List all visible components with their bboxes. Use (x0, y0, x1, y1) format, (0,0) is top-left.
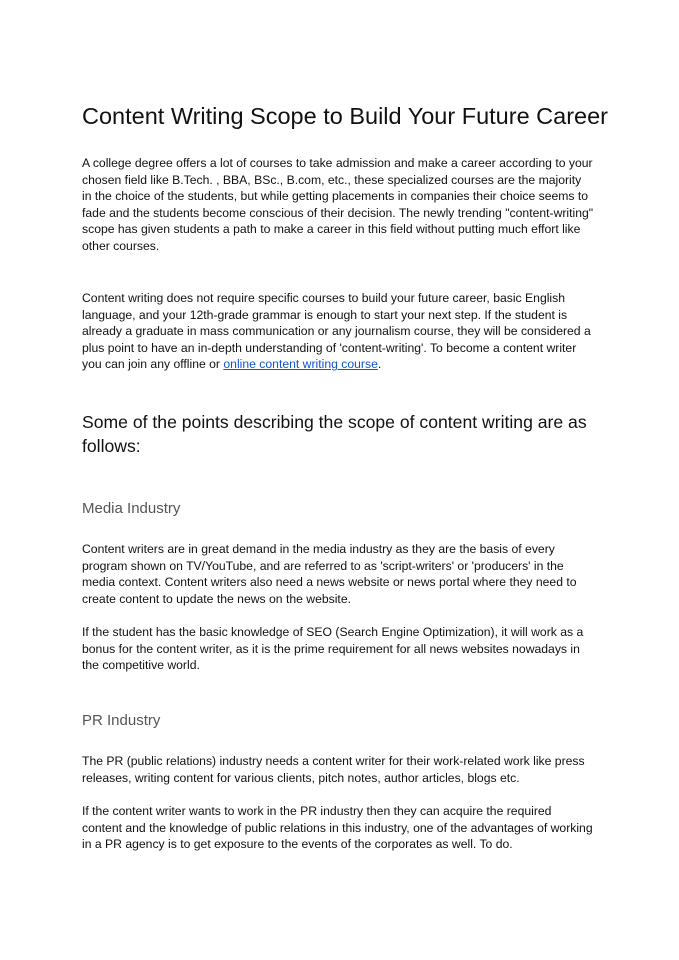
intro-paragraph: A college degree offers a lot of courses to take admission and make a career according to your chosen field like B.Tech. , BBA, BSc., B.com, etc., these specialized courses are the majority in the choice of the students, but while getting placements in companies their choice seems to fade and the students become conscious of their decision. The newly trending "content-writing" scope has given students a path to make a career in this field without putting much effort like other courses. (82, 156, 594, 253)
online-course-link[interactable]: online content writing course (223, 357, 378, 372)
pr-paragraph-2: If the content writer wants to work in the PR industry then they can acquire the required content and the knowledge of public relations in this industry, one of the advantages of working in a PR agency is to get exposure to the events of the corporates as well. To do. (82, 804, 593, 852)
second-paragraph (82, 290, 594, 373)
section-heading-media: Media Industry (82, 500, 181, 517)
section-heading-pr: PR Industry (82, 712, 161, 729)
points-heading: Some of the points describing the scope of content writing are as follows: (82, 412, 587, 456)
page-title: Content Writing Scope to Build Your Future Career (82, 103, 608, 129)
media-paragraph-2: If the student has the basic knowledge of SEO (Search Engine Optimization), it will work as a bonus for the content writer, as it is the prime requirement for all news websites nowadays in the competitive world. (82, 625, 584, 673)
media-paragraph-1: Content writers are in great demand in the media industry as they are the basis of every program shown on TV/YouTube, and are referred to as 'script-writers' or 'producers' in the media context. Content writers also need a news website or news portal where they need to create content to update the news on the website. (82, 542, 577, 606)
pr-paragraph-1: The PR (public relations) industry needs a content writer for their work-related work like press releases, writing content for various clients, pitch notes, author articles, blogs etc. (82, 754, 585, 785)
second-paragraph-text: Content writing does not require specific courses to build your future career, basic English language, and your 12th-grade grammar is enough to start your next step. If the student is already a graduate in mass communication or any journalism course, they will be considered a plus point to have an in-depth understanding of 'content-writing'. To become a content writer you can join any offline or (82, 291, 591, 372)
second-paragraph-end: . (377, 357, 382, 372)
